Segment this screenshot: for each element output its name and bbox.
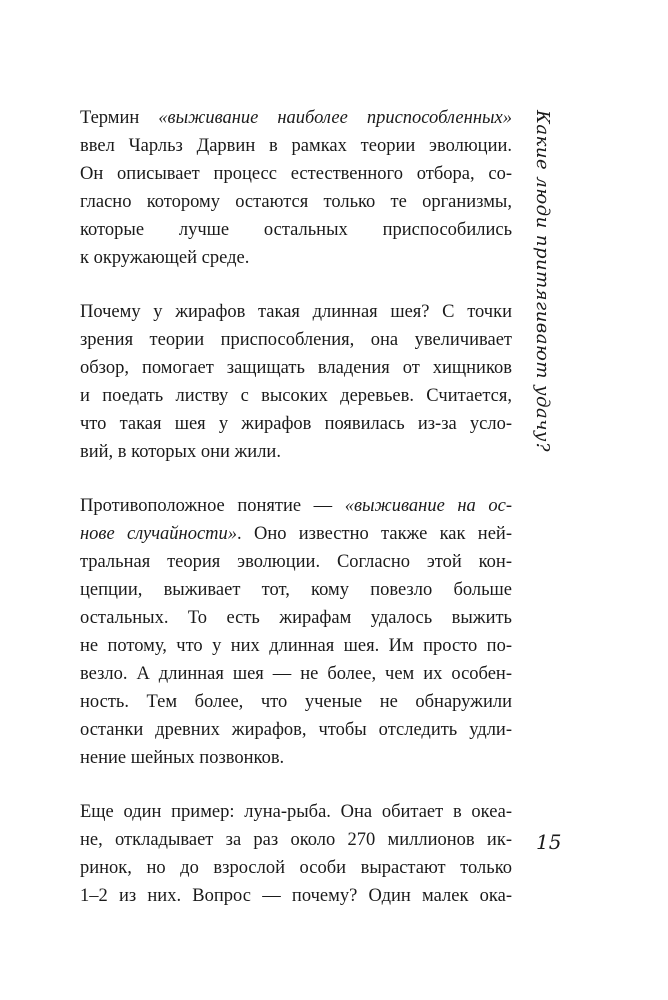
text-line: тральная теория эволюции. Согласно этой кон- <box>80 552 512 572</box>
text-line: нение шейных позвонков. <box>80 748 285 768</box>
text-line: нове случайности». Оно известно также как ней- <box>80 524 512 544</box>
text-line: 1–2 из них. Вопрос — почему? Один малек ока- <box>80 886 512 906</box>
text-line: что такая шея у жирафов появилась из-за усло- <box>80 414 512 434</box>
text-line: гласно которому остаются только те организмы, <box>80 192 512 212</box>
text-line: ность. Тем более, что ученые не обнаружили <box>80 692 512 712</box>
text-line: Противоположное понятие — «выживание на ос- <box>80 496 512 516</box>
text-line: ринок, но до взрослой особи вырастают только <box>80 858 512 878</box>
text-line: к окружающей среде. <box>80 248 250 268</box>
paragraph <box>80 104 512 272</box>
text-line: не потому, что у них длинная шея. Им просто по- <box>80 636 512 656</box>
paragraph <box>80 798 512 910</box>
text-line: останки древних жирафов, чтобы отследить удли- <box>80 720 512 740</box>
text-line: Почему у жирафов такая длинная шея? С точки <box>80 302 512 322</box>
running-head: Какие люди притягивают удачу? <box>532 110 553 453</box>
text-line: Термин «выживание наиболее приспособленных» <box>80 108 512 128</box>
body-text <box>80 104 512 936</box>
paragraph <box>80 492 512 772</box>
text-line: которые лучше остальных приспособились <box>80 220 512 240</box>
text-line: обзор, помогает защищать владения от хищников <box>80 358 512 378</box>
text-line: зрения теории приспособления, она увеличивает <box>80 330 512 350</box>
text-line: вий, в которых они жили. <box>80 442 281 462</box>
text-line: остальных. То есть жирафам удалось выжить <box>80 608 512 628</box>
text-line: Еще один пример: луна-рыба. Она обитает в океа- <box>80 802 512 822</box>
text-line: и поедать листву с высоких деревьев. Считается, <box>80 386 512 406</box>
text-line: не, откладывает за раз около 270 миллионов ик- <box>80 830 512 850</box>
paragraph <box>80 298 512 466</box>
text-line: ввел Чарльз Дарвин в рамках теории эволюции. <box>80 136 512 156</box>
text-line: цепции, выживает тот, кому повезло больше <box>80 580 512 600</box>
text-line: Он описывает процесс естественного отбора, со- <box>80 164 512 184</box>
text-line: везло. А длинная шея — не более, чем их особен- <box>80 664 512 684</box>
page-number: 15 <box>536 830 562 854</box>
